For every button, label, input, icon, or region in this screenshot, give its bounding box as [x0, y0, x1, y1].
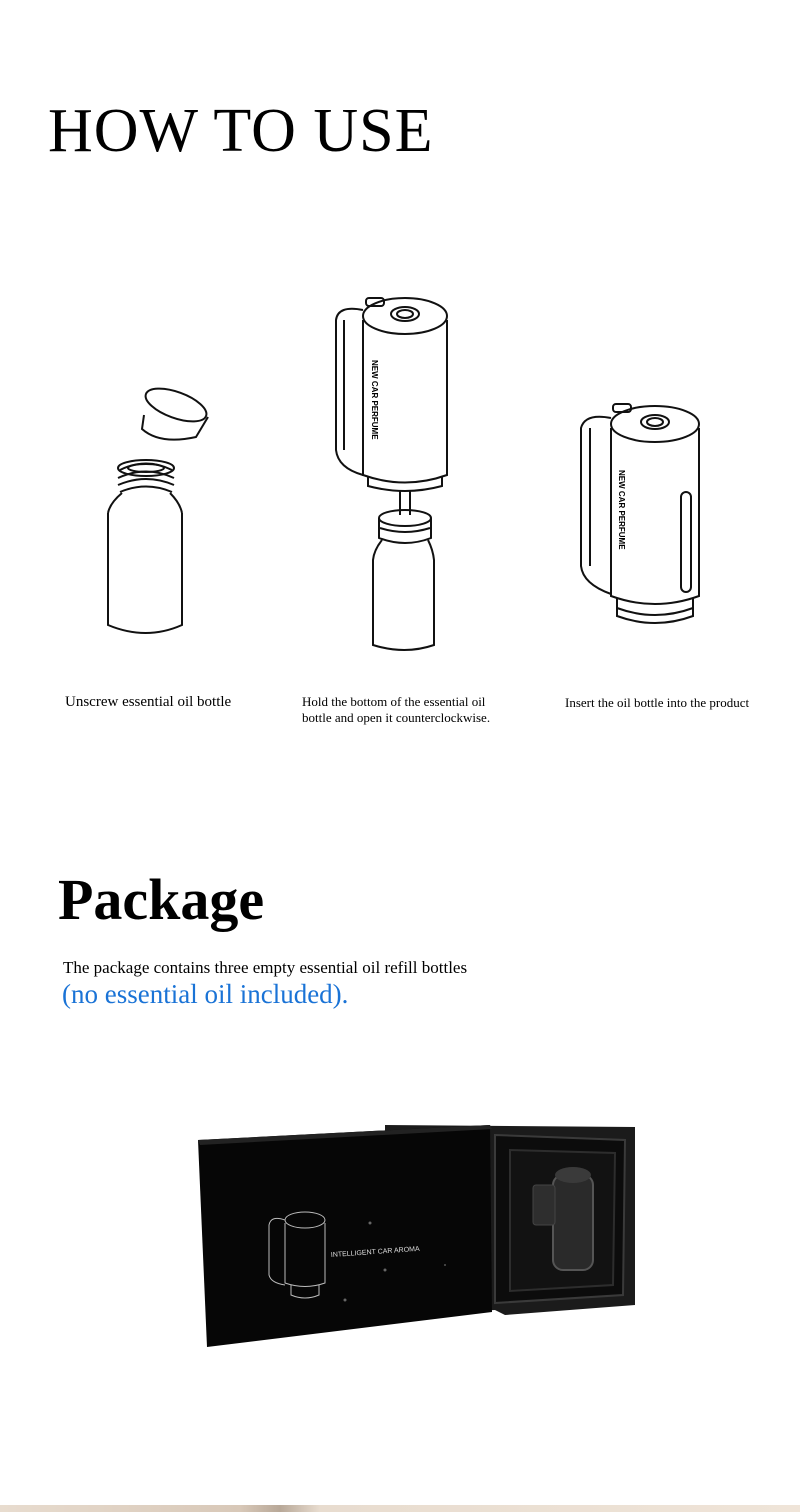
package-box-image — [195, 1115, 645, 1355]
step2-caption — [302, 694, 532, 726]
step2-device-bottle-illustration — [330, 290, 460, 655]
step1-bottle-illustration — [100, 385, 220, 640]
package-title: Package — [58, 867, 265, 932]
step2-caption-line1: Hold the bottom of the essential oil — [302, 694, 486, 709]
device-label-text-2: NEW CAR PERFUME — [617, 470, 626, 550]
step2-caption-line2: bottle and open it counterclockwise. — [302, 710, 491, 725]
box-label-text: INTELLIGENT CAR AROMA — [330, 1245, 420, 1259]
step3-caption: Insert the oil bottle into the product — [565, 695, 750, 710]
bottom-image-strip — [0, 1505, 800, 1512]
device-label-text: NEW CAR PERFUME — [370, 360, 379, 440]
how-to-use-title: HOW TO USE — [48, 97, 434, 165]
package-note: (no essential oil included). — [62, 979, 349, 1009]
step3-assembled-device-illustration — [575, 398, 710, 633]
step1-caption: Unscrew essential oil bottle — [65, 694, 232, 710]
package-description: The package contains three empty essential oil refill bottles — [63, 958, 468, 977]
